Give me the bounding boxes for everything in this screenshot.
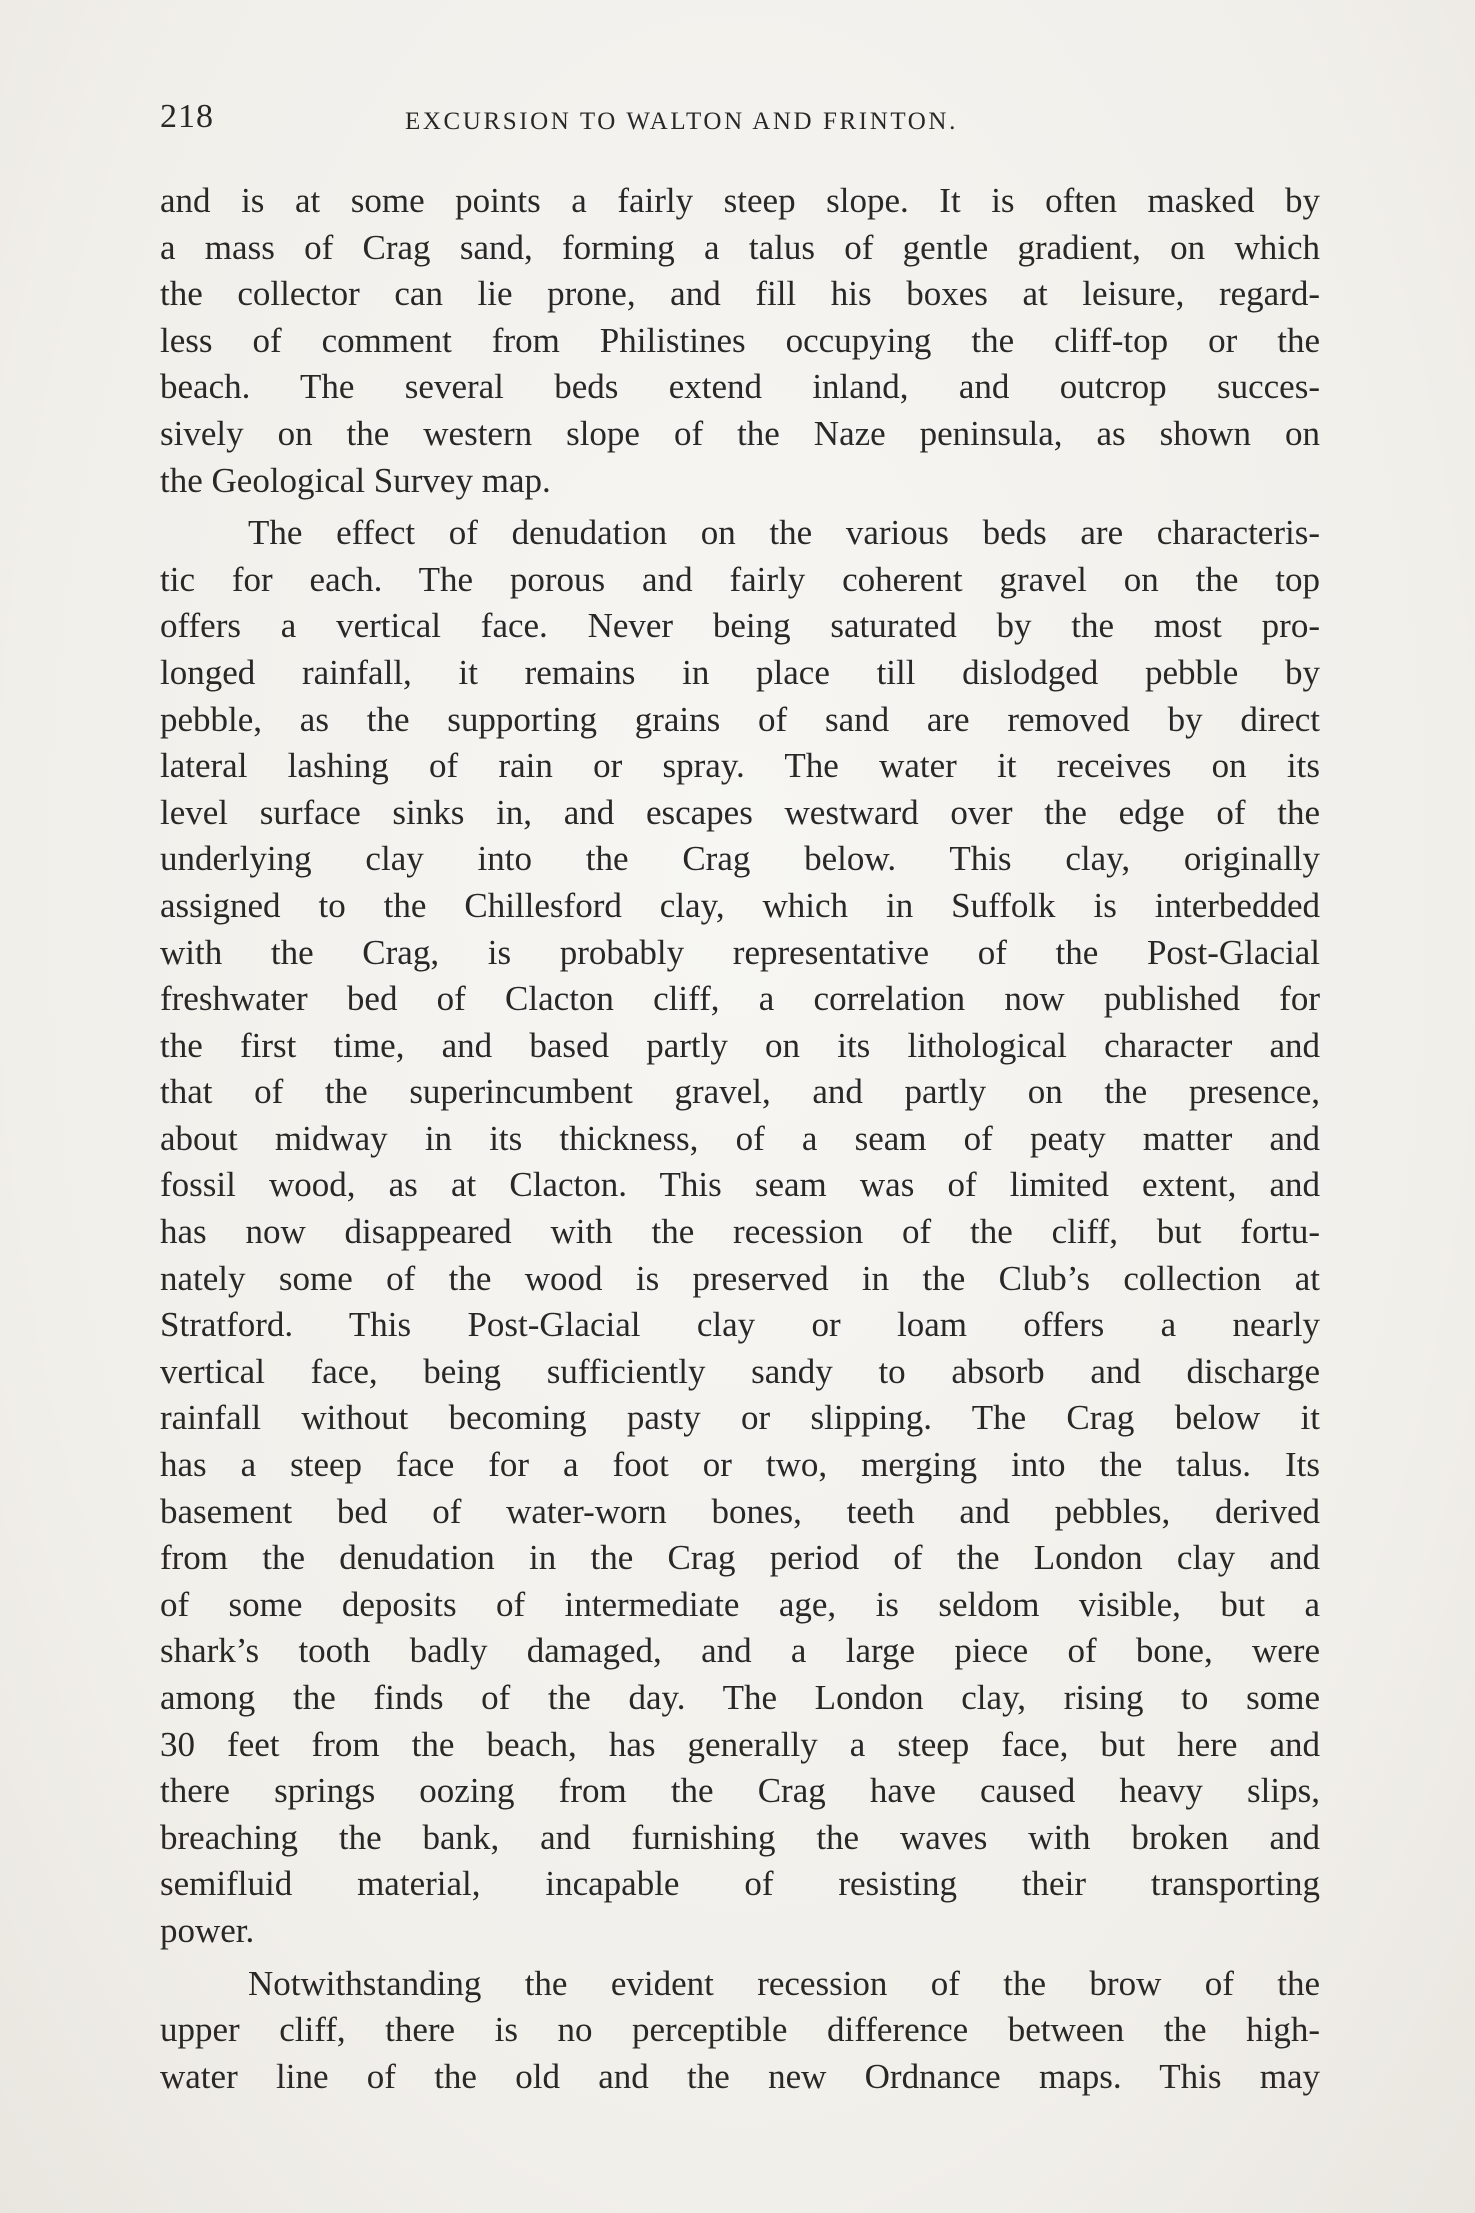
text-line: basement bed of water-worn bones, teeth and pebbles, derived xyxy=(160,1491,1320,1531)
text-line: there springs oozing from the Crag have caused heavy slips, xyxy=(160,1771,1320,1811)
text-line: sively on the western slope of the Naze peninsula, as shown on xyxy=(160,413,1320,453)
text-line: that of the superincumbent gravel, and partly on the presence, xyxy=(160,1072,1320,1112)
text-line: has now disappeared with the recession of the cliff, but fortu- xyxy=(160,1212,1320,1252)
text-line: fossil wood, as at Clacton. This seam was of limited extent, and xyxy=(160,1165,1320,1205)
text-line: beach. The several beds extend inland, and outcrop succes- xyxy=(160,367,1320,407)
page-header xyxy=(160,98,1310,148)
text-line: the first time, and based partly on its lithological character and xyxy=(160,1025,1320,1065)
text-line: semifluid material, incapable of resisting their transporting xyxy=(160,1864,1320,1904)
text-line: from the denudation in the Crag period of the London clay and xyxy=(160,1538,1320,1578)
text-line: the Geological Survey map. xyxy=(160,460,551,500)
text-line: 30 feet from the beach, has generally a steep face, but here and xyxy=(160,1724,1320,1764)
paragraph xyxy=(160,178,1320,504)
text-line: The effect of denudation on the various beds are characteris- xyxy=(248,513,1320,553)
text-line: of some deposits of intermediate age, is seldom visible, but a xyxy=(160,1584,1320,1624)
text-line: upper cliff, there is no perceptible difference between the high- xyxy=(160,2010,1320,2050)
text-line: nately some of the wood is preserved in the Club’s collection at xyxy=(160,1258,1320,1298)
text-line: rainfall without becoming pasty or slipping. The Crag below it xyxy=(160,1398,1320,1438)
text-line: pebble, as the supporting grains of sand are removed by direct xyxy=(160,699,1320,739)
text-line: offers a vertical face. Never being saturated by the most pro- xyxy=(160,606,1320,646)
text-line: level surface sinks in, and escapes westward over the edge of the xyxy=(160,792,1320,832)
text-line: lateral lashing of rain or spray. The water it receives on its xyxy=(160,746,1320,786)
body-text xyxy=(160,178,1320,2100)
text-line: water line of the old and the new Ordnance maps. This may xyxy=(160,2056,1320,2096)
text-line: tic for each. The porous and fairly coherent gravel on the top xyxy=(160,559,1320,599)
text-line: assigned to the Chillesford clay, which in Suffolk is interbedded xyxy=(160,885,1320,925)
page-number: 218 xyxy=(160,98,214,135)
text-line: has a steep face for a foot or two, merging into the talus. Its xyxy=(160,1445,1320,1485)
paragraph xyxy=(160,510,1320,1954)
text-line: about midway in its thickness, of a seam of peaty matter and xyxy=(160,1118,1320,1158)
text-line: among the finds of the day. The London clay, rising to some xyxy=(160,1678,1320,1717)
running-title: EXCURSION TO WALTON AND FRINTON. xyxy=(405,108,958,135)
text-line: Notwithstanding the evident recession of the brow of the xyxy=(248,1963,1320,2003)
text-line: the collector can lie prone, and fill his boxes at leisure, regard- xyxy=(160,274,1320,314)
text-line: breaching the bank, and furnishing the waves with broken and xyxy=(160,1817,1320,1857)
text-line: Stratford. This Post-Glacial clay or loam offers a nearly xyxy=(160,1305,1320,1345)
text-line: and is at some points a fairly steep slope. It is often masked by xyxy=(160,181,1320,220)
text-line: less of comment from Philistines occupying the cliff-top or the xyxy=(160,320,1320,360)
text-line: vertical face, being sufficiently sandy to absorb and discharge xyxy=(160,1351,1320,1391)
text-line: freshwater bed of Clacton cliff, a correlation now published for xyxy=(160,979,1320,1019)
text-line: power. xyxy=(160,1910,255,1950)
text-line: a mass of Crag sand, forming a talus of gentle gradient, on which xyxy=(160,227,1320,267)
text-line: shark’s tooth badly damaged, and a large piece of bone, were xyxy=(160,1631,1320,1671)
paragraph xyxy=(160,1961,1320,2101)
text-line: with the Crag, is probably representative of the Post-Glacial xyxy=(160,932,1320,972)
text-line: underlying clay into the Crag below. This clay, originally xyxy=(160,839,1320,879)
text-line: longed rainfall, it remains in place till dislodged pebble by xyxy=(160,652,1320,692)
